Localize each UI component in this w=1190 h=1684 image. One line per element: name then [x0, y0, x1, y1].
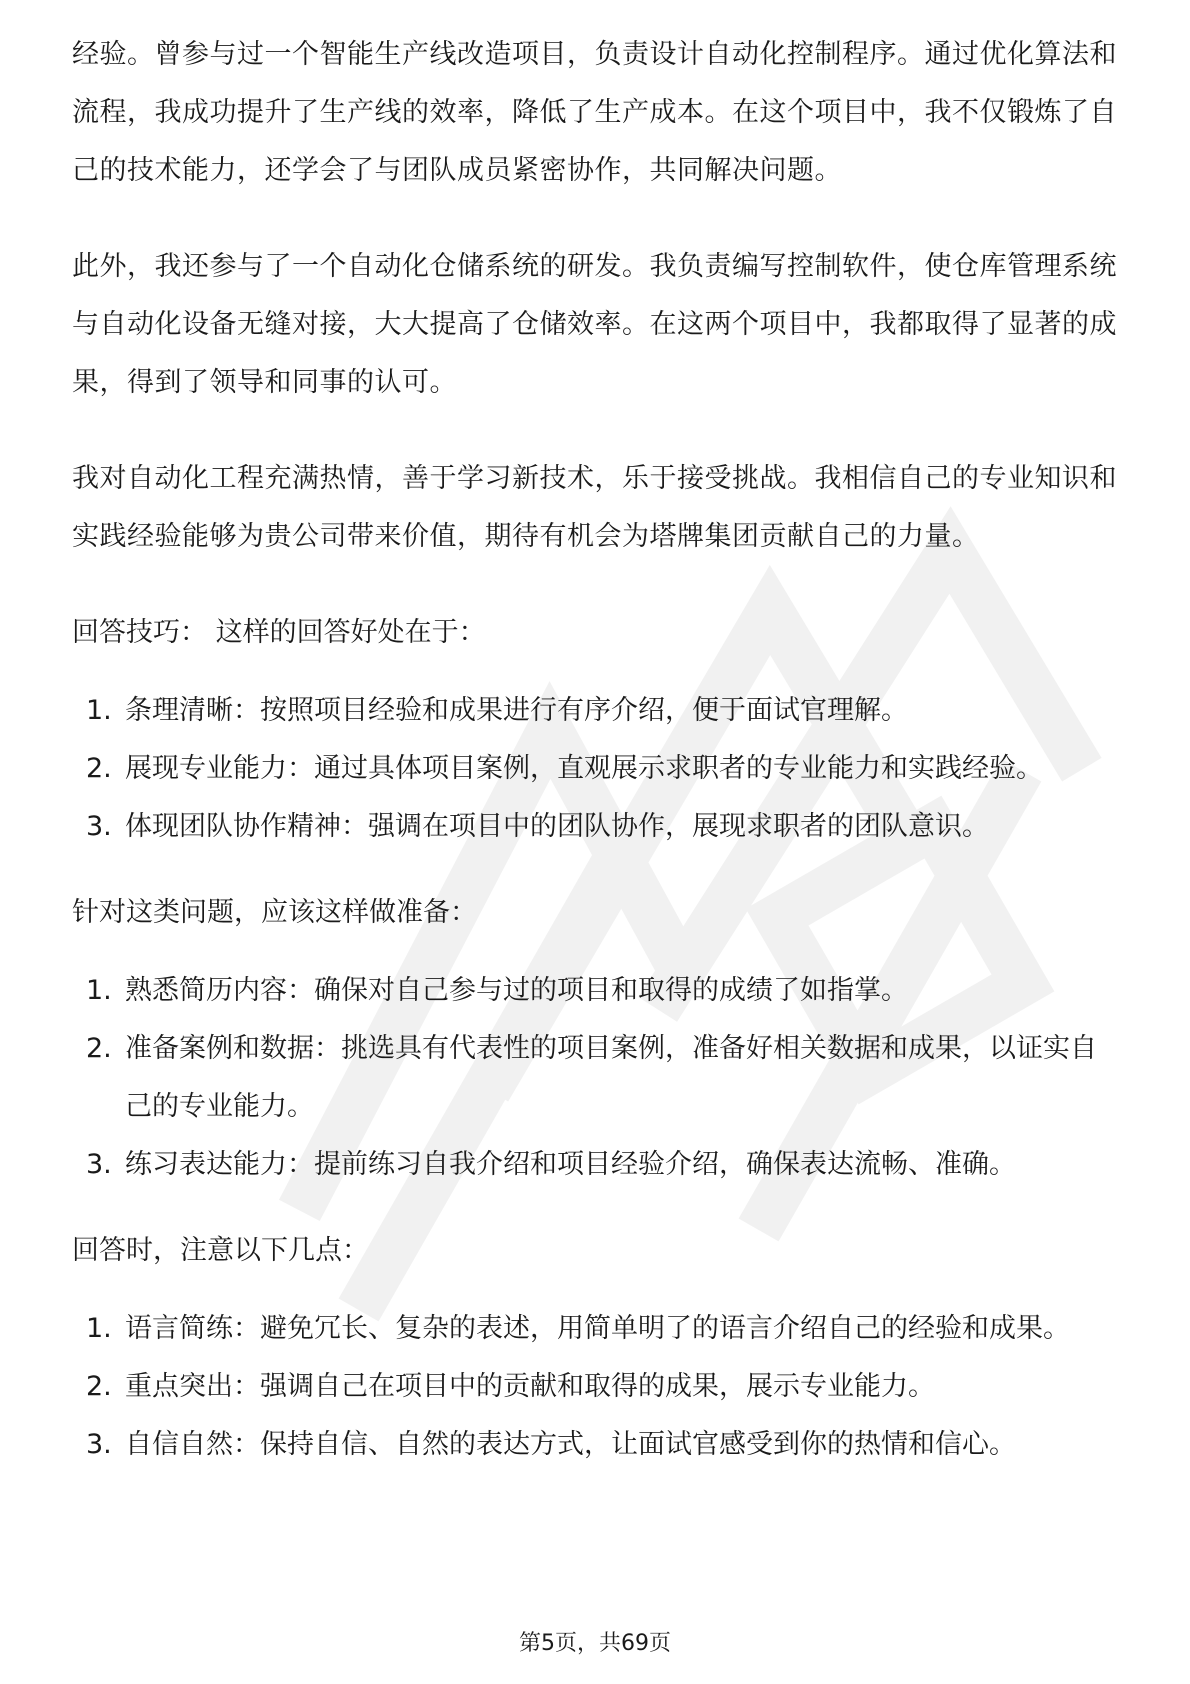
main-content	[72, 26, 1122, 1502]
list-item	[72, 1300, 1122, 1358]
paragraph-project-experience: 经验。曾参与过一个智能生产线改造项目，负责设计自动化控制程序。通过优化算法和流程，我成功提升了生产线的效率，降低了生产成本。在这个项目中，我不仅锻炼了自己的技术能力，还学会了与团队成员紧密协作，共同解决问题。	[72, 39, 1117, 186]
prep-list	[72, 962, 1122, 1194]
list-number: 2.	[86, 1033, 112, 1064]
list-item-text: 自信自然：保持自信、自然的表达方式，让面试官感受到你的热情和信心。	[125, 1429, 1016, 1460]
list-number: 1.	[86, 1313, 112, 1344]
list-item-text: 语言简练：避免冗长、复杂的表述，用简单明了的语言介绍自己的经验和成果。	[125, 1313, 1070, 1344]
list-item	[72, 1358, 1122, 1416]
notes-heading: 回答时，注意以下几点：	[72, 1235, 369, 1266]
paragraph-warehouse-project: 此外，我还参与了一个自动化仓储系统的研发。我负责编写控制软件，使仓库管理系统与自动化设备无缝对接，大大提高了仓储效率。在这两个项目中，我都取得了显著的成果，得到了领导和同事的认可。	[72, 251, 1117, 398]
tips-list	[72, 682, 1122, 856]
paragraph-motivation: 我对自动化工程充满热情，善于学习新技术，乐于接受挑战。我相信自己的专业知识和实践经验能够为贵公司带来价值，期待有机会为塔牌集团贡献自己的力量。	[72, 463, 1117, 552]
list-number: 2.	[86, 1371, 112, 1402]
list-item	[72, 1136, 1122, 1194]
list-number: 1.	[86, 695, 112, 726]
list-item	[72, 798, 1122, 856]
list-item-text: 条理清晰：按照项目经验和成果进行有序介绍，便于面试官理解。	[125, 695, 908, 726]
tips-heading: 回答技巧： 这样的回答好处在于：	[72, 617, 486, 648]
list-number: 1.	[86, 975, 112, 1006]
list-item	[72, 1416, 1122, 1474]
list-item-text: 重点突出：强调自己在项目中的贡献和取得的成果，展示专业能力。	[125, 1371, 935, 1402]
notes-list	[72, 1300, 1122, 1474]
list-item-text: 熟悉简历内容：确保对自己参与过的项目和取得的成绩了如指掌。	[125, 975, 908, 1006]
list-item	[72, 740, 1122, 798]
list-number: 3.	[86, 1149, 112, 1180]
list-item	[72, 682, 1122, 740]
list-item-text: 展现专业能力：通过具体项目案例，直观展示求职者的专业能力和实践经验。	[125, 753, 1043, 784]
page-footer: 第5页，共69页	[519, 1631, 671, 1656]
list-number: 3.	[86, 1429, 112, 1460]
list-item	[72, 962, 1122, 1020]
list-item-text: 练习表达能力：提前练习自我介绍和项目经验介绍，确保表达流畅、准确。	[125, 1149, 1016, 1180]
list-item-text: 准备案例和数据：挑选具有代表性的项目案例，准备好相关数据和成果，以证实自己的专业能力。	[125, 1033, 1097, 1122]
list-number: 3.	[86, 811, 112, 842]
list-item-text: 体现团队协作精神：强调在项目中的团队协作，展现求职者的团队意识。	[125, 811, 989, 842]
list-item	[72, 1020, 1122, 1136]
prep-heading: 针对这类问题，应该这样做准备：	[72, 897, 477, 928]
list-number: 2.	[86, 753, 112, 784]
